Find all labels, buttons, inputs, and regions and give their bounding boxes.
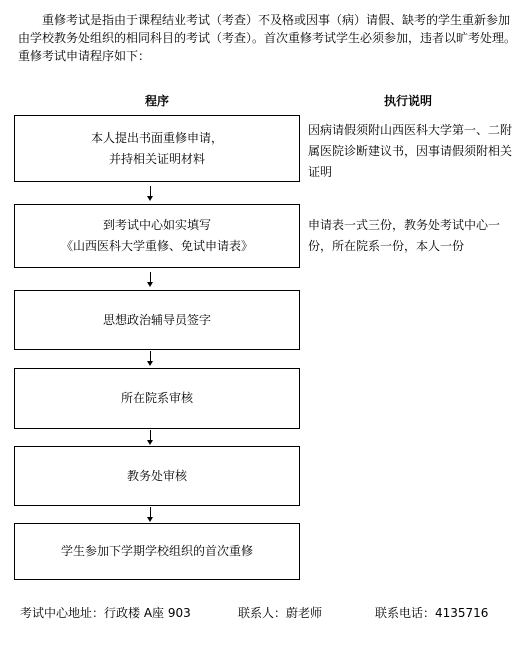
- step-6-line-1: 学生参加下学期学校组织的首次重修: [60, 544, 253, 558]
- step-box-counselor-sign: [14, 290, 300, 350]
- step-box-academic-affairs-review: [14, 446, 300, 506]
- step-box-first-retake-exam: [14, 523, 300, 580]
- step-5-line-1: 教务处审核: [126, 468, 187, 483]
- step-1-line-1: 本人提出书面重修申请，: [90, 130, 223, 145]
- flow-arrow-2: [150, 272, 151, 283]
- step-box-department-review: [14, 368, 300, 429]
- note-sick-leave: 因病请假须附山西医科大学第一、二附属医院诊断建议书，因事请假须附相关证明: [308, 123, 513, 179]
- flow-arrow-5: [150, 507, 151, 518]
- step-2-line-1: 到考试中心如实填写: [102, 218, 211, 232]
- intro-paragraph: 重修考试是指由于课程结业考试（考查）不及格或因事（病）请假、缺考的学生重新参加由学校教务处组织的相同科目的考试（考查）。首次重修考试学生必须参加，违者以旷考处理。重修考试申请程序如下：: [18, 13, 517, 63]
- footer-address: 考试中心地址：行政楼 A座 903: [20, 606, 191, 620]
- footer-contact: 联系人：蔚老师: [238, 606, 323, 620]
- step-1-line-2: 并持相关证明材料: [108, 151, 205, 166]
- footer-phone: 联系电话：4135716: [375, 606, 489, 620]
- step-4-line-1: 所在院系审核: [120, 391, 193, 405]
- flow-arrow-4: [150, 430, 151, 441]
- procedure-header: 程序: [144, 94, 169, 108]
- notes-header: 执行说明: [383, 94, 432, 108]
- step-3-line-1: 思想政治辅导员签字: [102, 312, 211, 327]
- step-box-submit-application: [14, 115, 300, 182]
- flow-arrow-1: [150, 186, 151, 197]
- step-box-fill-form: [14, 204, 300, 268]
- step-2-line-2: 《山西医科大学重修、免试申请表》: [60, 239, 253, 253]
- note-form-copies: 申请表一式三份，教务处考试中心一份，所在院系一份，本人一份: [308, 218, 501, 253]
- flow-arrow-3: [150, 351, 151, 362]
